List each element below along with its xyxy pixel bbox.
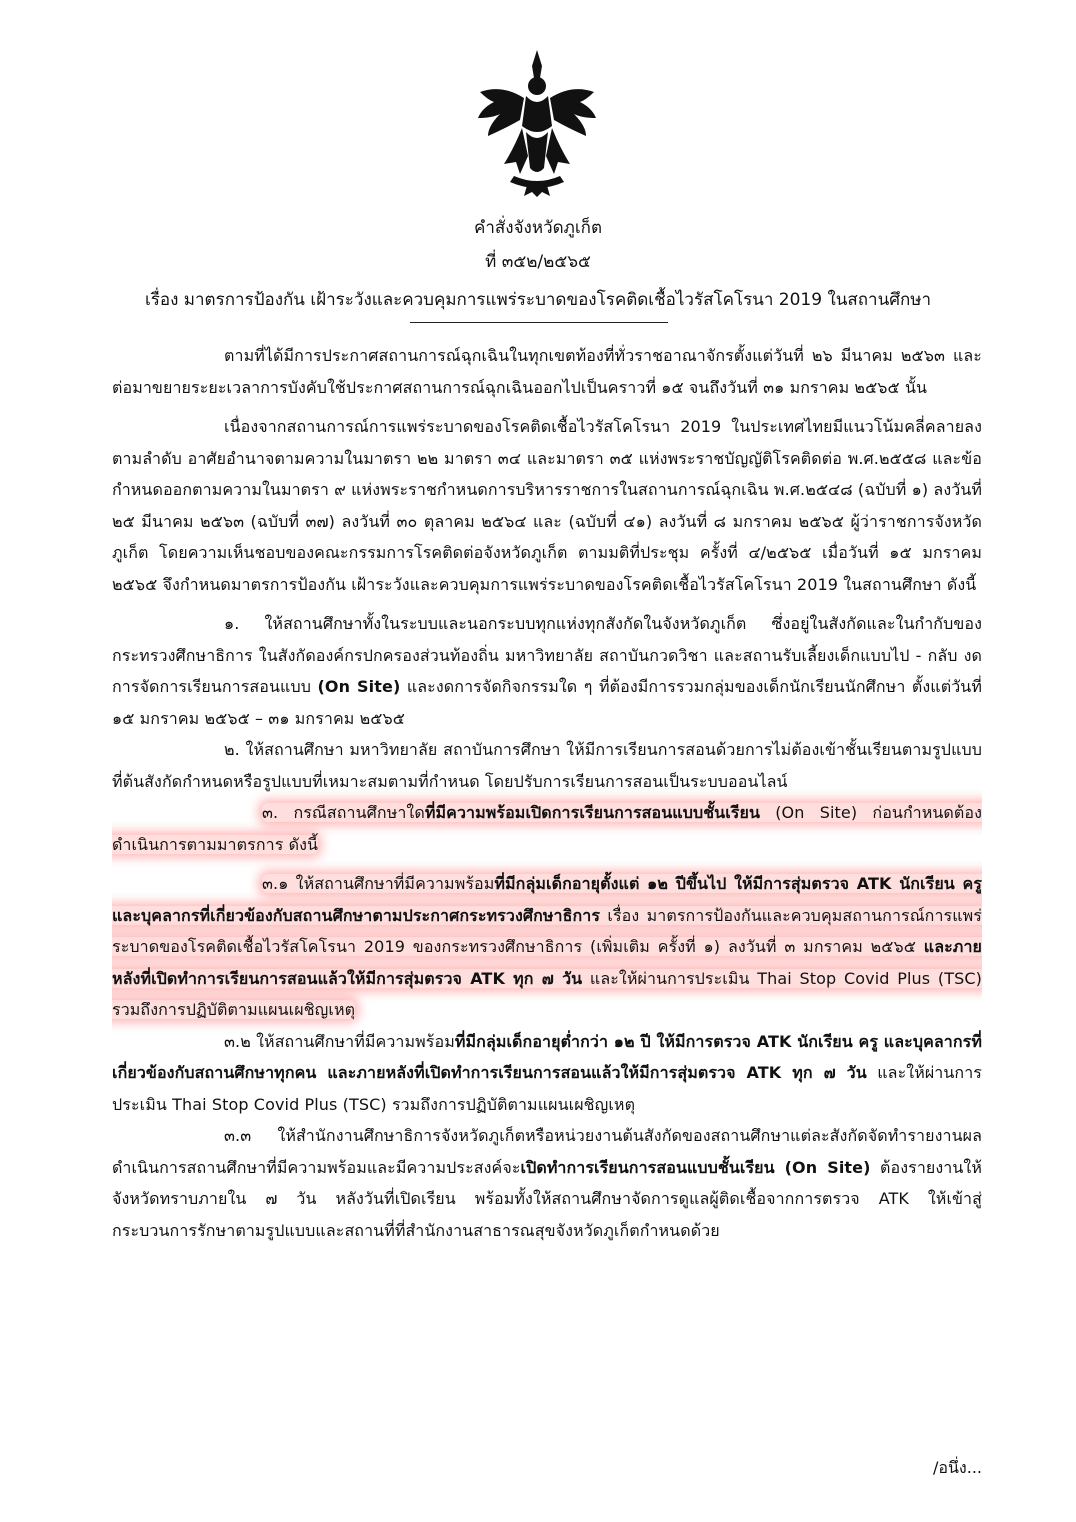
item-3-3: [112, 1120, 982, 1246]
item-3-2-text-a: ๓.๒ ให้สถานศึกษาที่มีความพร้อม: [224, 1031, 455, 1051]
document-body: [112, 340, 982, 1246]
paragraph-legal-basis: เนื่องจากสถานการณ์การแพร่ระบาดของโรคติดเชื้อไวรัสโคโรนา 2019 ในประเทศไทยมีแนวโน้มคลี่คลายลงตามลำดับ อาศัยอำนาจตามความในมาตรา ๒๒ มาตรา ๓๔ และมาตรา ๓๕ แห่งพระราชบัญญัติโรคติดต่อ พ.ศ.๒๕๕๘ และข้อกำหนดออกตามความในมาตรา ๙ แห่งพระราชกำหนดการบริหารราชการในสถานการณ์ฉุกเฉิน พ.ศ.๒๕๔๘ (ฉบับที่ ๑) ลงวันที่ ๒๕ มีนาคม ๒๕๖๓ (ฉบับที่ ๓๗) ลงวันที่ ๓๐ ตุลาคม ๒๕๖๔ และ (ฉบับที่ ๔๑) ลงวันที่ ๘ มกราคม ๒๕๖๕ ผู้ว่าราชการจังหวัดภูเก็ต โดยความเห็นชอบของคณะกรรมการโรคติดต่อจังหวัดภูเก็ต ตามมติที่ประชุม ครั้งที่ ๔/๒๕๖๕ เมื่อวันที่ ๑๕ มกราคม ๒๕๖๕ จึงกำหนดมาตรการป้องกัน เฝ้าระวังและควบคุมการแพร่ระบาดของโรคติดเชื้อไวรัสโคโรนา 2019 ในสถานศึกษา ดังนี้: [112, 417, 982, 594]
item-3-2-text-c: และให้ผ่านการประเมิน Thai Stop Covid Plus (TSC) รวมถึงการปฏิบัติตามแผนเผชิญเหตุ: [112, 1063, 982, 1114]
item-1-text-c: และงดการจัดกิจกรรมใด ๆ ที่ต้องมีการรวมกลุ่มของเด็กนักเรียนนักศึกษา ตั้งแต่วันที่ ๑๕ มกราคม ๒๕๖๕ – ๓๑ มกราคม ๒๕๖๕: [112, 677, 982, 728]
continuation-marker: /อนึ่ง...: [932, 1458, 982, 1477]
order-subject: เรื่อง มาตรการป้องกัน เฝ้าระวังและควบคุมการแพร่ระบาดของโรคติดเชื้อไวรัสโคโรนา 2019 ในสถานศึกษา: [144, 290, 932, 310]
item-3-1-text-d: และภายหลังที่เปิดทำการเรียนการสอนแล้วให้มีการสุ่มตรวจ ATK ทุก ๗ วัน: [112, 937, 982, 988]
item-3-highlight: [112, 803, 982, 854]
item-1-on-site: (On Site): [317, 677, 401, 696]
garuda-emblem: [474, 48, 600, 198]
item-3-3-text-b: เปิดทำการเรียนการสอนแบบชั้นเรียน (On Site): [520, 1157, 871, 1177]
item-3-2: [112, 1026, 982, 1121]
item-3-1-highlight: [112, 874, 982, 1019]
item-3-3-text-c: ต้องรายงานให้จังหวัดทราบภายใน ๗ วัน หลังวันที่เปิดเรียน พร้อมทั้งให้สถานศึกษาจัดการดูแลผู้ติดเชื้อจากการตรวจ ATK ให้เข้าสู่กระบวนการรักษาตามรูปแบบและสถานที่ที่สำนักงานสาธารณสุขจังหวัดภูเก็ตกำหนดด้วย: [112, 1157, 982, 1240]
item-3-3-text-a: ๓.๓ ให้สำนักงานศึกษาธิการจังหวัดภูเก็ตหรือหน่วยงานต้นสังกัดของสถานศึกษาแต่ละสังกัดจัดทำรายงานผลดำเนินการสถานศึกษาที่มีความพร้อมและมีความประสงค์จะ: [112, 1126, 982, 1177]
item-3-1-text-b: ที่มีกลุ่มเด็กอายุตั้งแต่ ๑๒ ปีขึ้นไป ให้มีการสุ่มตรวจ ATK นักเรียน ครู และบุคลากรที่เกี่ยวข้องกับสถานศึกษาตามประกาศกระทรวงศึกษาธิการ: [112, 874, 982, 925]
item-1-text-a: ๑. ให้สถานศึกษาทั้งในระบบและนอกระบบทุกแห่งทุกสังกัดในจังหวัดภูเก็ต ซึ่งอยู่ในสังกัดและในกำกับของกระทรวงศึกษาธิการ ในสังกัดองค์กรปกครองส่วนท้องถิ่น มหาวิทยาลัย สถาบันกวดวิชา และสถานรับเลี้ยงเด็กแบบไป - กลับ งดการจัดการเรียนการสอนแบบ: [112, 614, 982, 696]
item-3-text-b: ที่มีความพร้อมเปิดการเรียนการสอนแบบชั้นเรียน: [424, 803, 760, 822]
header-divider: [410, 322, 668, 323]
paragraph-emergency-declaration: ตามที่ได้มีการประกาศสถานการณ์ฉุกเฉินในทุกเขตท้องที่ทั่วราชอาณาจักรตั้งแต่วันที่ ๒๖ มีนาคม ๒๕๖๓ และต่อมาขยายระยะเวลาการบังคับใช้ประกาศสถานการณ์ฉุกเฉินออกไปเป็นคราวที่ ๑๕ จนถึงวันที่ ๓๑ มกราคม ๒๕๖๕ นั้น: [112, 346, 982, 397]
item-3-text-c: (On Site) ก่อนกำหนดต้องดำเนินการตามมาตรการ ดังนี้: [112, 803, 983, 854]
item-2: ๒. ให้สถานศึกษา มหาวิทยาลัย สถาบันการศึกษา ให้มีการเรียนการสอนด้วยการไม่ต้องเข้าชั้นเรียนตามรูปแบบที่ต้นสังกัดกำหนดหรือรูปแบบที่เหมาะสมตามที่กำหนด โดยปรับการเรียนการสอนเป็นระบบออนไลน์: [112, 740, 982, 791]
item-3-1: [112, 868, 982, 1026]
item-1: [112, 608, 982, 734]
order-title: คำสั่งจังหวัดภูเก็ต: [474, 218, 602, 238]
order-number: ที่ ๓๕๒/๒๕๖๕: [485, 252, 591, 272]
item-3: [112, 797, 982, 860]
item-3-1-text-a: ๓.๑ ให้สถานศึกษาที่มีความพร้อม: [262, 874, 495, 893]
item-3-1-text-e: และให้ผ่านการประเมิน Thai Stop Covid Plus (TSC) รวมถึงการปฏิบัติตามแผนเผชิญเหตุ: [112, 968, 982, 1019]
item-3-2-text-b: ที่มีกลุ่มเด็กอายุต่ำกว่า ๑๒ ปี ให้มีการตรวจ ATK นักเรียน ครู และบุคลากรที่เกี่ยวข้องกับสถานศึกษาทุกคน และภายหลังที่เปิดทำการเรียนการสอนแล้วให้มีการสุ่มตรวจ ATK ทุก ๗ วัน: [112, 1031, 982, 1082]
item-3-text-a: ๓. กรณีสถานศึกษาใด: [262, 803, 425, 822]
item-3-1-text-c: เรื่อง มาตรการป้องกันและควบคุมสถานการณ์การแพร่ระบาดของโรคติดเชื้อไวรัสโคโรนา 2019 ของกระทรวงศึกษาธิการ (เพิ่มเติม ครั้งที่ ๑) ลงวันที่ ๓ มกราคม ๒๕๖๕: [112, 905, 982, 956]
